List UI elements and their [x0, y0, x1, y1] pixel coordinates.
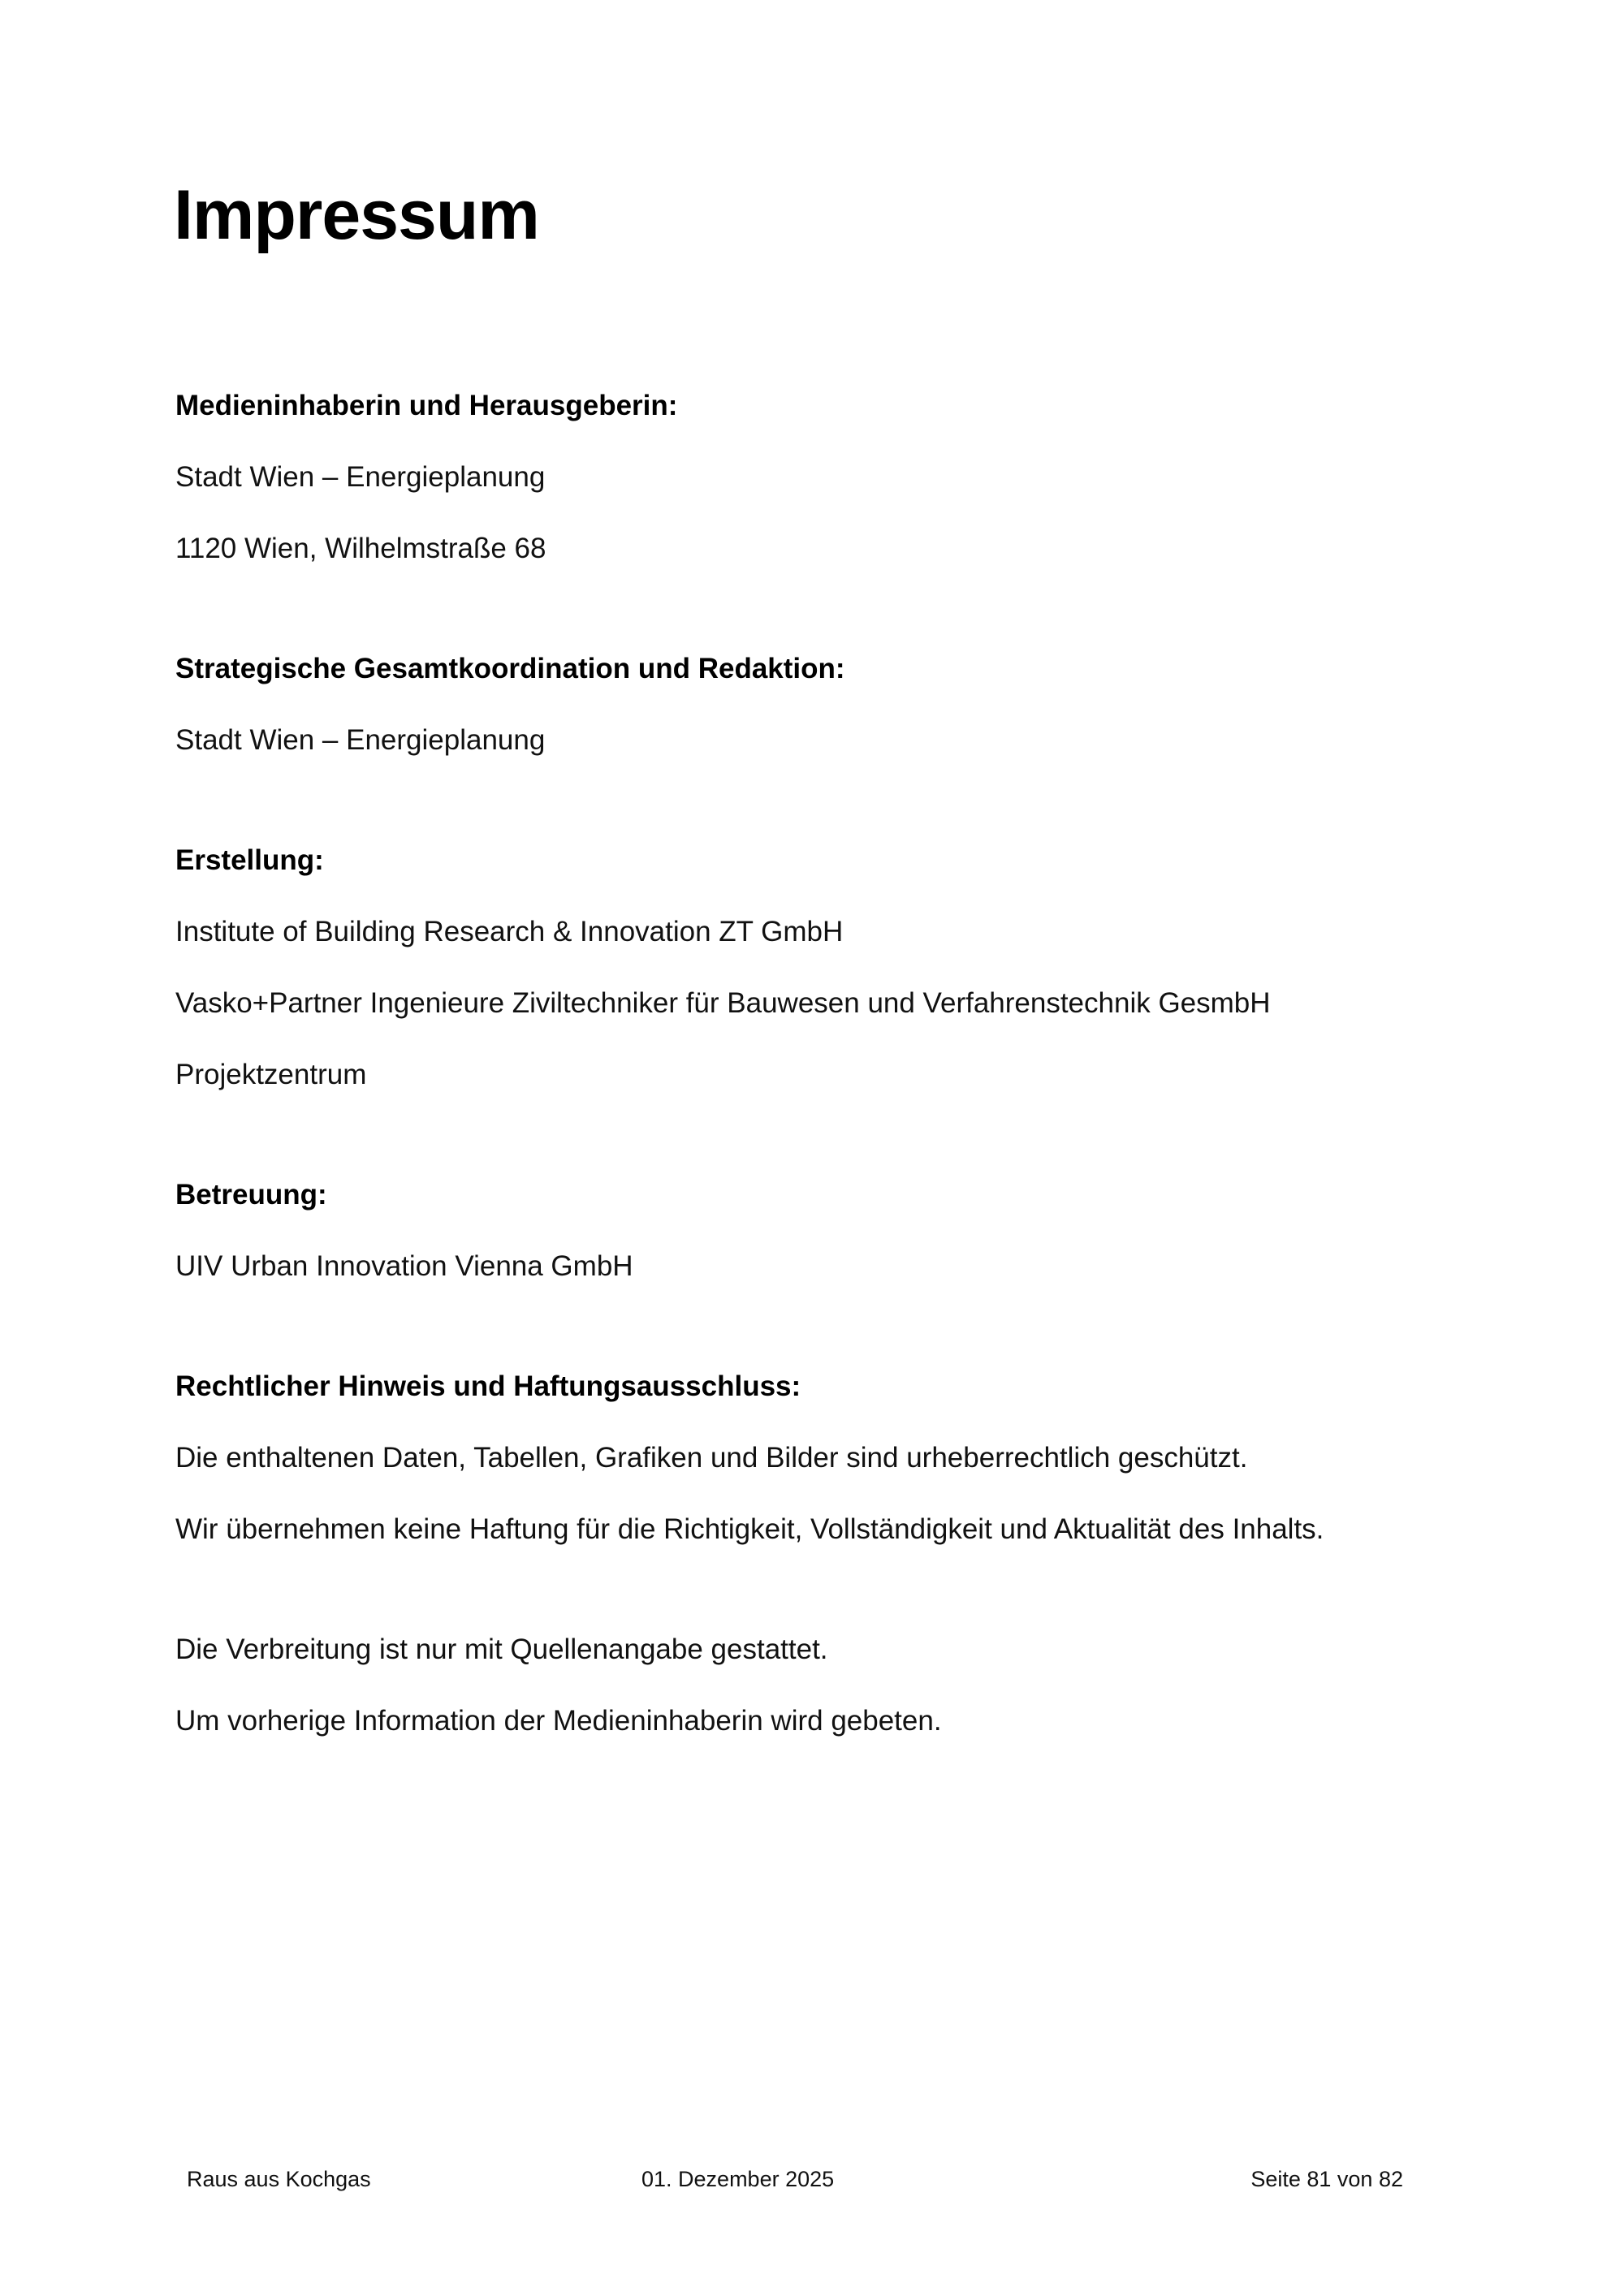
section-heading: Rechtlicher Hinweis und Haftungsausschluss:	[175, 1370, 801, 1402]
section-verbreitung	[175, 1625, 1475, 1746]
section-erstellung	[175, 836, 1475, 1099]
footer-date: 01. Dezember 2025	[641, 2167, 835, 2191]
section-line: Stadt Wien – Energieplanung	[175, 724, 546, 756]
section-rechtlicher-hinweis	[175, 1362, 1475, 1554]
section-line: Wir übernehmen keine Haftung für die Richtigkeit, Vollständigkeit und Aktualität des Inhalts.	[175, 1513, 1324, 1545]
section-heading: Betreuung:	[175, 1179, 327, 1211]
section-line: UIV Urban Innovation Vienna GmbH	[175, 1250, 633, 1282]
section-line: Projektzentrum	[175, 1059, 367, 1090]
section-heading: Erstellung:	[175, 844, 324, 876]
section-line: Vasko+Partner Ingenieure Ziviltechniker für Bauwesen und Verfahrenstechnik GesmbH	[175, 987, 1271, 1019]
section-line: Um vorherige Information der Medieninhaberin wird gebeten.	[175, 1705, 942, 1737]
section-betreuung	[175, 1171, 1475, 1291]
section-line: Institute of Building Research & Innovation ZT GmbH	[175, 916, 844, 947]
footer-page-number: Seite 81 von 82	[1250, 2167, 1403, 2191]
page-title: Impressum	[174, 176, 539, 254]
section-koordination	[175, 645, 1475, 765]
section-line: Die enthaltenen Daten, Tabellen, Grafiken und Bilder sind urheberrechtlich geschützt.	[175, 1442, 1248, 1474]
impressum-content	[175, 382, 1475, 1746]
section-line: Die Verbreitung ist nur mit Quellenangabe gestattet.	[175, 1634, 828, 1665]
section-heading: Strategische Gesamtkoordination und Redaktion:	[175, 653, 845, 684]
footer-document-title: Raus aus Kochgas	[187, 2167, 371, 2191]
section-medieninhaberin	[175, 382, 1475, 573]
section-line: 1120 Wien, Wilhelmstraße 68	[175, 533, 546, 564]
section-line: Stadt Wien – Energieplanung	[175, 461, 546, 493]
section-heading: Medieninhaberin und Herausgeberin:	[175, 390, 678, 421]
